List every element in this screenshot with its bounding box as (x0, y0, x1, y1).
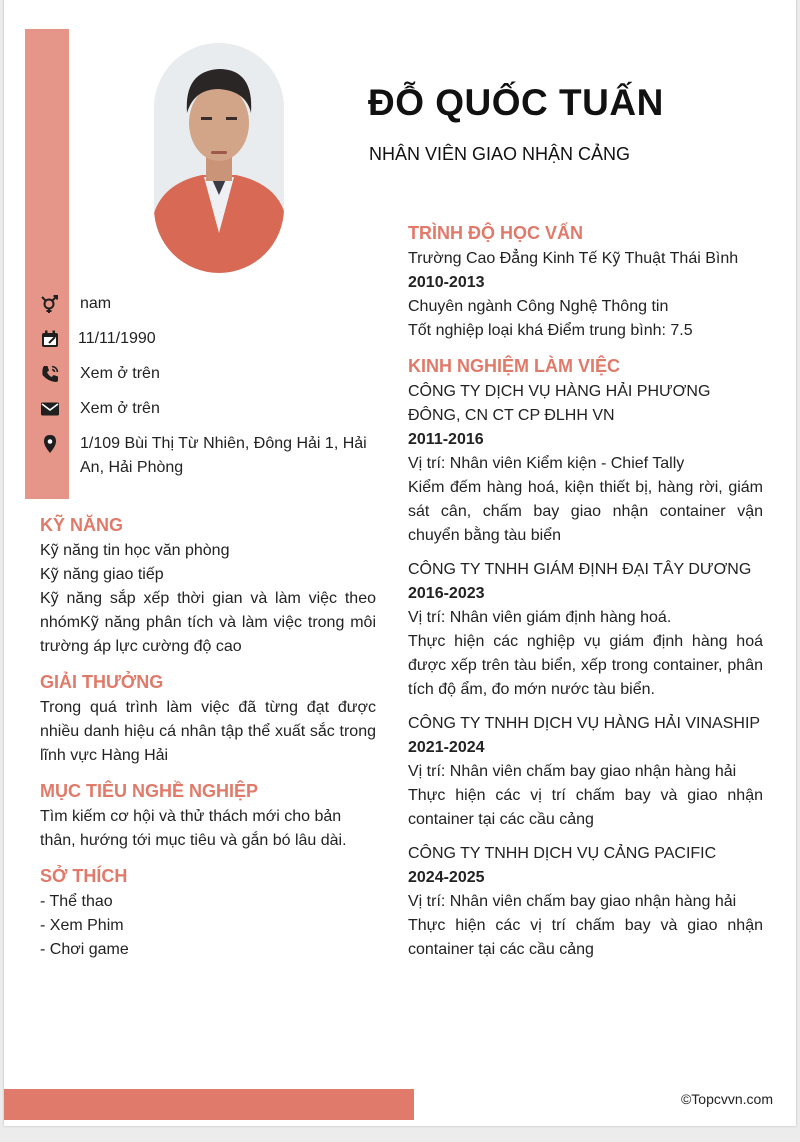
objective-text: Tìm kiếm cơ hội và thử thách mới cho bản thân, hướng tới mục tiêu và gắn bó lâu dài. (40, 808, 347, 849)
contact-birthday-text: 11/11/1990 (78, 330, 156, 347)
education-years: 2010-2013 (408, 274, 485, 291)
hobbies-heading: SỞ THÍCH (40, 866, 128, 886)
objective-section (40, 779, 376, 853)
contact-phone (40, 362, 370, 386)
job-years: 2024-2025 (408, 869, 485, 886)
hobby-item: - Xem Phim (40, 917, 124, 934)
left-column (40, 513, 376, 973)
contact-gender (40, 292, 370, 316)
hobby-item: - Thể thao (40, 893, 113, 910)
right-column (408, 221, 763, 973)
job-description: Thực hiện các vị trí chấm bay và giao nhận container tại các cầu cảng (408, 917, 763, 958)
skill-item: Kỹ năng giao tiếp (40, 566, 164, 583)
contact-email (40, 397, 370, 421)
profile-photo-illustration (154, 43, 284, 273)
skill-item: Kỹ năng sắp xếp thời gian và làm việc theo nhómKỹ năng phân tích và làm việc trong môi trường áp lực cường độ cao (40, 590, 376, 655)
job-company: CÔNG TY TNHH DỊCH VỤ HÀNG HẢI VINASHIP (408, 715, 761, 732)
education-heading: TRÌNH ĐỘ HỌC VẤN (408, 223, 583, 243)
job-description: Kiểm đếm hàng hoá, kiện thiết bị, hàng rời, giám sát cân, chấm bay giao nhận container vận chuyển bằng tàu biển (408, 479, 763, 544)
job-description: Thực hiện các nghiệp vụ giám định hàng hoá được xếp trên tàu biển, xếp trong container, phân tích độ ẩm, đo mớn nước tàu biển. (408, 633, 763, 698)
job-position: Vị trí: Nhân viên Kiểm kiện - Chief Tally (408, 455, 685, 472)
job-position: Vị trí: Nhân viên chấm bay giao nhận hàng hải (408, 763, 737, 780)
gender-icon (40, 294, 60, 314)
hobbies-section (40, 864, 376, 962)
hobby-item: - Chơi game (40, 941, 129, 958)
profile-photo (154, 43, 284, 273)
objective-heading: MỤC TIÊU NGHỀ NGHIỆP (40, 781, 259, 801)
experience-section (408, 354, 763, 962)
job-company: CÔNG TY TNHH DỊCH VỤ CẢNG PACIFIC (408, 845, 717, 862)
skill-item: Kỹ năng tin học văn phòng (40, 542, 230, 559)
experience-heading: KINH NGHIỆM LÀM VIỆC (408, 356, 621, 376)
cv-page (4, 0, 796, 1126)
awards-text: Trong quá trình làm việc đã từng đạt được nhiều danh hiệu cá nhân tập thể xuất sắc trong lĩnh vực Hàng Hải (40, 699, 376, 764)
job-description: Thực hiện các vị trí chấm bay và giao nhận container tại các cầu cảng (408, 787, 763, 828)
contact-address (40, 432, 370, 480)
awards-heading: GIẢI THƯỞNG (40, 672, 164, 692)
skills-heading: KỸ NĂNG (40, 515, 124, 535)
job-company: CÔNG TY TNHH GIÁM ĐỊNH ĐẠI TÂY DƯƠNG (408, 561, 752, 578)
candidate-title: NHÂN VIÊN GIAO NHẬN CẢNG (369, 144, 631, 164)
job-entry (408, 842, 763, 962)
location-pin-icon (40, 434, 60, 454)
job-entry (408, 558, 763, 702)
skills-section (40, 513, 376, 659)
job-entry (408, 712, 763, 832)
job-years: 2021-2024 (408, 739, 485, 756)
calendar-icon (40, 329, 60, 349)
contact-gender-text: nam (80, 295, 112, 312)
job-entry (408, 380, 763, 548)
copyright-text: ©Topcvvn.com (680, 1091, 773, 1107)
contact-list (40, 292, 370, 480)
education-school: Trường Cao Đẳng Kinh Tế Kỹ Thuật Thái Bình (408, 250, 739, 267)
education-result: Tốt nghiệp loại khá Điểm trung bình: 7.5 (408, 322, 693, 339)
job-position: Vị trí: Nhân viên chấm bay giao nhận hàng hải (408, 893, 737, 910)
job-position: Vị trí: Nhân viên giám định hàng hoá. (408, 609, 672, 626)
candidate-name: ĐỖ QUỐC TUẤN (368, 82, 664, 123)
education-section (408, 221, 763, 343)
phone-icon (40, 364, 60, 384)
job-years: 2016-2023 (408, 585, 485, 602)
contact-birthday (40, 327, 370, 351)
accent-footer-bar (4, 1089, 414, 1120)
contact-phone-text: Xem ở trên (80, 365, 160, 382)
awards-section (40, 670, 376, 768)
job-years: 2011-2016 (408, 431, 484, 448)
job-company: CÔNG TY DỊCH VỤ HÀNG HẢI PHƯƠNG ĐÔNG, CN CT CP ĐLHH VN (408, 383, 711, 424)
education-major: Chuyên ngành Công Nghệ Thông tin (408, 298, 669, 315)
mail-icon (40, 399, 60, 419)
contact-email-text: Xem ở trên (80, 400, 160, 417)
contact-address-text: 1/109 Bùi Thị Từ Nhiên, Đông Hải 1, Hải An, Hải Phòng (80, 435, 367, 476)
